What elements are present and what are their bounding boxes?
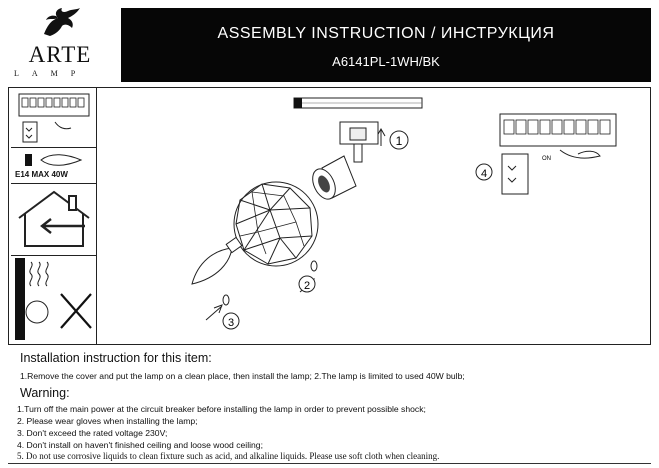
model-number: A6141PL-1WH/BK <box>332 54 440 69</box>
warning-heading: Warning: <box>20 386 70 400</box>
callout-4: 4 <box>480 168 488 180</box>
installation-step: 1.Remove the cover and put the lamp on a clean place, then install the lamp; 2.The lamp is limited to used 40W bulb; <box>20 371 465 381</box>
warning-item: 5. Do not use corrosive liquids to clean fixture such as acid, and alkaline liquids. Please use soft cloth when cleaning. <box>17 451 440 461</box>
callout-2: 2 <box>303 280 311 292</box>
brand-name: ARTE <box>28 42 92 67</box>
cage-shade <box>234 182 318 266</box>
brand-subtitle: LAMP <box>14 69 89 78</box>
callout-1: 1 <box>395 134 403 148</box>
page-title: ASSEMBLY INSTRUCTION / ИНСТРУКЦИЯ <box>217 25 555 42</box>
wiring-terminal <box>500 114 616 194</box>
warning-item: 3. Don't exceed the rated voltage 230V; <box>17 428 168 438</box>
ceiling-rail <box>294 98 422 108</box>
bottom-divider <box>8 463 651 464</box>
switch-on-label: ON <box>542 156 551 162</box>
installation-heading: Installation instruction for this item: <box>20 351 212 365</box>
candle-bulb <box>192 237 242 284</box>
callout-3: 3 <box>227 317 235 329</box>
lamp-head <box>308 156 356 203</box>
warning-item: 4. Don't install on haven't finished ceiling and loose wood ceiling; <box>17 440 263 450</box>
warning-item: 2. Please wear gloves when installing the lamp; <box>17 416 198 426</box>
warning-item: 1.Turn off the main power at the circuit breaker before installing the lamp in order to prevent possible shock; <box>17 404 426 414</box>
track-adapter <box>340 122 378 162</box>
bulb-spec: E14 MAX 40W <box>15 170 68 179</box>
